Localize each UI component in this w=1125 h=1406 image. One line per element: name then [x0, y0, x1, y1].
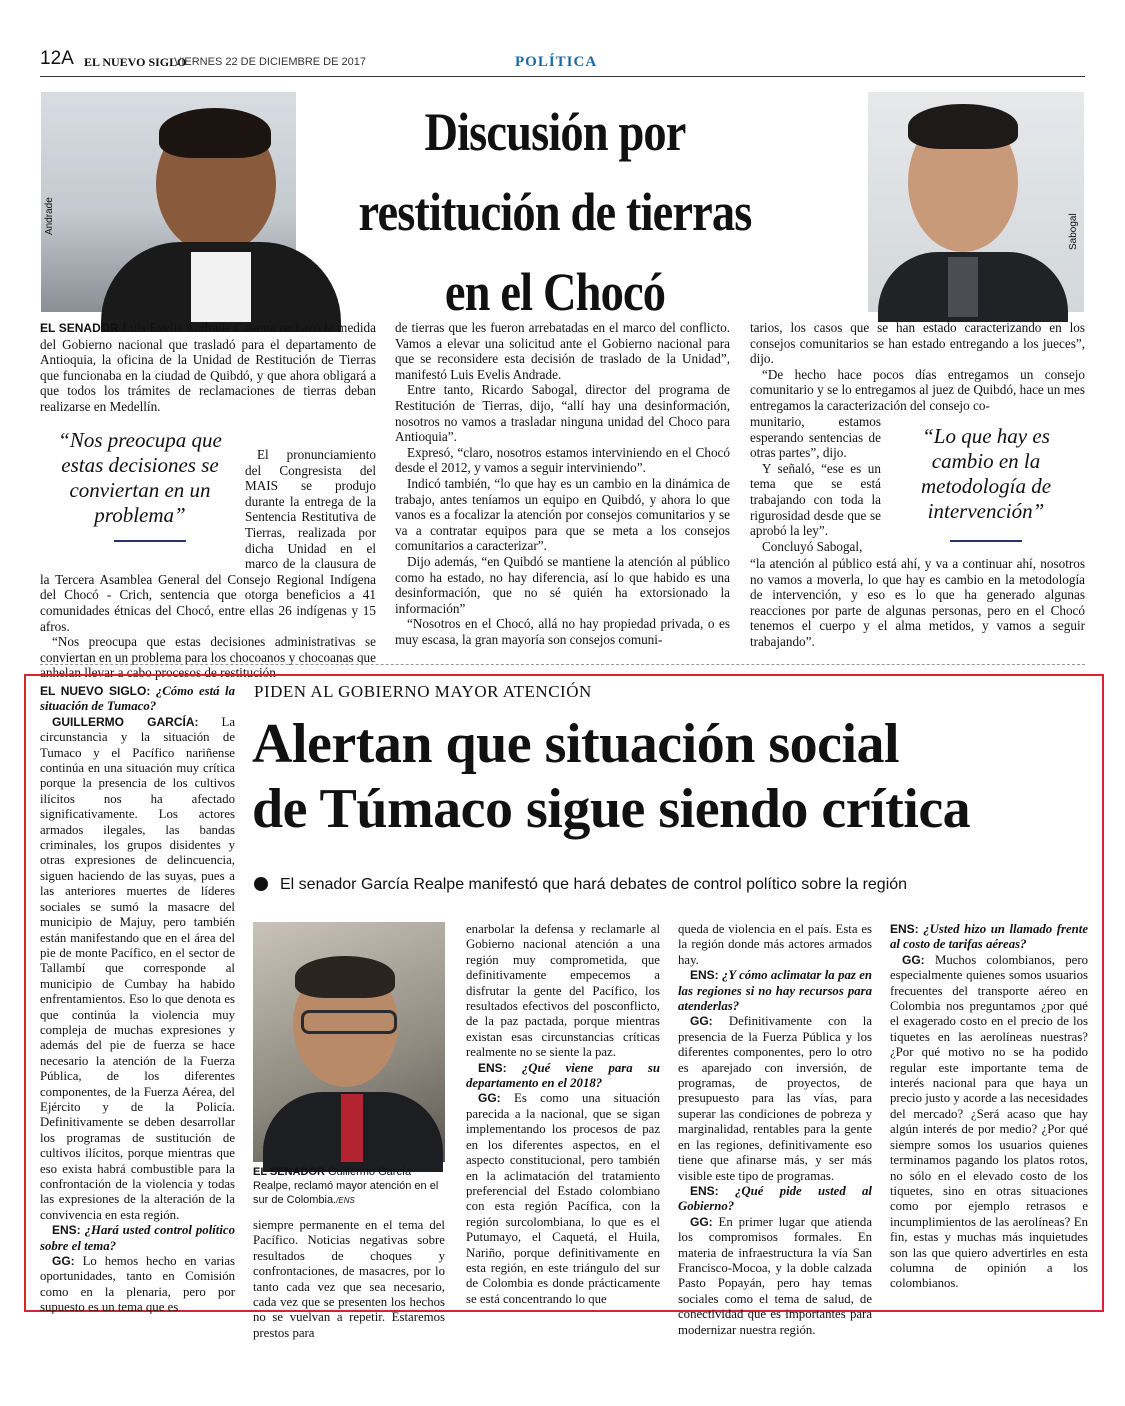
top-col2-p2: Entre tanto, Ricardo Sabogal, director del programa de Restitución de Tierras, dijo, “allí hay una desinformación, nosotros no vamos a trasladar ninguna unidad del Choco para Antioquia”.	[395, 382, 730, 445]
col5-a-caps: GG:	[902, 952, 925, 967]
col3-q-caps: ENS:	[478, 1060, 507, 1075]
top-col3-p4: Y señaló, “ese es un tema que se está trabajando con toda la rigurosidad desde que se aprobó la ley”.	[750, 460, 881, 539]
col4-q2: ¿Qué pide usted al Gobierno?	[678, 1183, 872, 1214]
photo-sabogal	[868, 92, 1084, 312]
col4-q1-caps: ENS:	[690, 968, 719, 983]
top-col3-p3: munitario, estamos esperando sentencias de otras partes”, dijo.	[750, 414, 881, 461]
top-col2-p3: Expresó, “claro, nosotros estamos interviniendo en el Chocó desde el 2012, y vamos a seguir interviniendo”.	[395, 444, 730, 476]
pull-quote-left: “Nos preocupa que estas decisiones se conviertan en un problema”	[58, 428, 222, 527]
kicker: PIDEN AL GOBIERNO MAYOR ATENCIÓN	[254, 682, 592, 701]
top-col1-p2-text: El pronunciamiento del Congresista del MAIS se produjo durante la entrega de la Sentencia Restitutiva de Tierras, realizada por dicha Unidad en el marco de la clausura de la Tercera Asamblea General del Consejo Regional Indígena del Chocó - Crich, sentencia que otorga beneficios a 41 comunidades étnicas del Chocó, entre ellas 26 indígenas y 15 afros.	[40, 447, 376, 634]
page-number: 12A	[40, 48, 74, 69]
col5-q: ¿Usted hizo un llamado frente al costo de tarifas aéreas?	[890, 922, 1088, 952]
bottom-column-1	[40, 684, 235, 1316]
pull-quote-left-rule	[114, 540, 186, 542]
masthead	[40, 46, 1085, 77]
section-label: POLÍTICA	[515, 54, 598, 70]
headline-line-1: Alertan que situación social	[252, 713, 900, 775]
top-col3-p5: Concluyó Sabogal,	[762, 538, 863, 554]
photo-caption-sabogal: Sabogal	[1068, 213, 1079, 250]
photo-caption-andrade: Andrade	[44, 197, 55, 235]
col5-q-caps: ENS:	[890, 922, 919, 936]
pull-quote-right: “Lo que hay es cambio en la metodología de intervención”	[920, 424, 1052, 523]
col5-a: Muchos colombianos, pero especialmente quienes somos usuarios frecuentes del transporte aéreo en Colombia nos preguntamos ¿por qué el exagerado costo en el precio de los tiquetes en las aerolíneas nuestras? ¿Por qué motivo no se ha podido regular este importante tema de interés nacional para que haya un precio justo y acorde a las necesidades del mercado? ¿Será acaso que hay algún interés de por medio? ¿Por qué siempre somos los usuarios quienes terminamos pagando los platos rotos, no sólo en el elevado costo de los tiquetes, sino en otras situaciones como por ejemplo retrasos e incumplimientos de las aerolíneas? En fin, estas y muchas más inquietudes son las que quiero advertirles en esta columna de opinión a los colombianos.	[890, 952, 1089, 1291]
lead-caps: EL SENADOR	[40, 321, 119, 335]
q2-caps: ENS:	[52, 1223, 81, 1238]
top-col3-p2: “De hecho hace pocos días entregamos un consejo comunitario y se lo entregamos al juez de Quibdó, hace un mes entregamos la caracterización del consejo co-	[750, 366, 1085, 413]
photo-caption-text: Guillermo García Realpe, reclamó mayor atención en el sur de Colombia.	[253, 1166, 439, 1206]
col4-p1: queda de violencia en el país. Esta es la región donde más actores armados hay.	[678, 922, 872, 967]
col4-a2-caps: GG:	[690, 1214, 713, 1229]
top-column-1	[40, 320, 376, 415]
top-headline: Discusión por restitución de tierras en el Chocó	[358, 102, 752, 322]
bottom-column-3	[466, 922, 660, 1307]
photo-andrade	[41, 92, 296, 312]
col4-q1: ¿Y cómo aclimatar la paz en las regiones si no hay recursos para atenderlas?	[678, 968, 872, 1014]
a2-caps: GG:	[52, 1254, 75, 1269]
a1-caps: GUILLERMO GARCÍA:	[52, 714, 199, 729]
photo-caption-caps: EL SENADOR	[253, 1166, 325, 1178]
subhead-text: El senador García Realpe manifestó que hará debates de control político sobre la región	[280, 876, 908, 893]
top-col2-p5: Dijo además, “en Quibdó se mantiene la atención al público como ha estado, no hay diferencia, así lo que habido es una desinformación, que no sé quién ha extorsionado la información”	[395, 553, 730, 616]
col4-a1-caps: GG:	[690, 1014, 713, 1029]
a1: La circunstancia y la situación de Tumaco y el Pacífico nariñense continúa en una situación muy crítica porque la presencia de los cultivos ilícitos nos ha afectado significativamente. Los actores armados ilegales, las bandas criminales, los grupos disidentes y otras expresiones de delincuencia, siguen haciendo de las suyas, pues a las anteriores muertes de líderes sociales se sumó la masacre del municipio de Majuy, pero también están manifestando que en el área del pie de monte Pacífico, en el sector de Tallambí que corresponde al municipio de Cumbay ha habido enfrentamientos. Eso lo que denota es que continúa la violencia muy compleja de muchas expresiones y además del pie de fuerza se hace necesario la atención de la Fuerza Pública, de los diferentes componentes, de la Fuerza Aérea, del Ejército y de la Policía. Definitivamente se deben desarrollar los programas de sustitución de cultivos ilícitos, porque mientras que eso exista habrá combustible para la confrontación de la violencia y todas las expresiones de la alteración de la convivencia en esta región.	[40, 714, 236, 1222]
bullet-icon	[254, 877, 268, 891]
bottom-headline	[252, 712, 1082, 842]
top-col2-p6: “Nosotros en el Chocó, allá no hay propiedad privada, o es muy escasa, la gran mayoría son consejos comuni-	[395, 616, 730, 647]
q1-caps: EL NUEVO SIGLO:	[40, 684, 151, 698]
col3-q: ¿Qué viene para su departamento en el 2018?	[466, 1060, 660, 1091]
subhead	[254, 876, 907, 894]
col2-bottom-text: siempre permanente en el tema del Pacífico. Noticias negativas sobre resultados de choques y confrontaciones, de masacres, por lo tanto cada vez que sea necesario, cada vez que se presenten los hechos no se vuelvan a repetir. Estaremos prestos para	[253, 1218, 445, 1340]
top-col2-p1: de tierras que les fueron arrebatadas en el marco del conflicto. Vamos a elevar una solicitud ante el Gobierno nacional para que se reconsidere esta decisión de traslado de la Unidad”, manifestó Luis Evelis Andrade.	[395, 320, 730, 382]
section-divider	[40, 664, 1085, 665]
top-column-2	[395, 320, 730, 647]
top-column-3	[750, 320, 1085, 414]
headline-line-2: de Túmaco sigue siendo crítica	[252, 778, 971, 840]
col4-q2-caps: ENS:	[690, 1183, 719, 1198]
bottom-column-2	[253, 1218, 445, 1341]
pull-quote-right-rule	[950, 540, 1022, 542]
top-column-3-bottom	[750, 556, 1085, 650]
bottom-column-5	[890, 922, 1088, 1292]
top-col3-p6: “la atención al público está ahí, y va a continuar ahí, nosotros no vamos a moverla, lo que hay es cambio en la metodología de intervención, y eso es lo que ha generado algunas reacciones por parte de algunas personas, pero en el Chocó tenemos el cuerpo y el alma metidos, y vamos a seguir trabajando”.	[750, 556, 1085, 649]
newspaper-name: EL NUEVO SIGLO	[84, 55, 187, 69]
q2: ¿Hará usted control político sobre el tema?	[40, 1223, 235, 1253]
top-col3-p1: tarios, los casos que se han estado caracterizando en los consejos comunitarios se han estado entregando a los jueces”, dijo.	[750, 320, 1085, 367]
issue-date: VIERNES 22 DE DICIEMBRE DE 2017	[174, 56, 366, 68]
photo-caption-garcia	[253, 1165, 445, 1208]
top-col1-p1: Luis Evelis Andrade Casamá rechazó la medida del Gobierno nacional que trasladó para el departamento de Antioquia, la oficina de la Unidad de Restitución de Tierras que funcionaba en la ciudad de Quibdó, y que ahora obligará a que todos los trámites de reclamaciones de tierras deban realizarse en Medellín.	[40, 320, 376, 414]
col3-a: Es como una situación parecida a la nacional, que se sigan implementando los procesos de paz en los diferentes aspectos, en el aspecto constitucional, pero también en la aclimatación del tratamiento preferencial del Estado colombiano con esta región Pacífica, con la región surcolombiana, lo que es el Putumayo, el Caquetá, el Huila, Nariño, porque definitivamente en esta región, en este triángulo del sur de Colombia es donde prácticamente se está concentrando lo que	[466, 1091, 660, 1306]
top-column-3-narrow	[750, 414, 881, 554]
photo-garcia	[253, 922, 445, 1162]
col4-a2: En primer lugar que atienda los compromisos formales. En materia de infraestructura la vía San Francisco-Mocoa, y la doble calzada Pasto Popayán, pero hay temas sociales como el tema de salud, de conectividad que es importantes para modernizar nuestra región.	[678, 1214, 872, 1337]
col3-a-caps: GG:	[478, 1091, 501, 1106]
a2: Lo hemos hecho en varias oportunidades, tanto en Comisión como en la plenaria, pero por supuesto es un tema que es	[40, 1254, 235, 1315]
top-col1-p3: “Nos preocupa que estas decisiones administrativas se conviertan en un problema para los chocoanos y chocoanas que anhelan llevar a cabo procesos de restitución	[40, 634, 376, 681]
photo-credit: /ENS	[336, 1196, 355, 1205]
q1: ¿Cómo está la situación de Tumaco?	[40, 684, 236, 714]
col3-p1: enarbolar la defensa y reclamarle al Gobierno nacional atención a una región muy comprometida, que definitivamente empecemos a disfrutar la gente del Pacífico, los resultados efectivos del posconflicto, de la paz pactada, porque mientras existan esas circunstancias críticas realmente no se siente la paz.	[466, 922, 660, 1060]
top-col2-p4: Indicó también, “lo que hay es un cambio en la dinámica de trabajo, antes teníamos un equipo en Quibdó, y ahora lo que vanos es a focalizar la atención por consejos comunitarios y se va a contratar equipos para que se meta a los consejos comunitarios a caracterizar”.	[395, 475, 730, 554]
bottom-column-4	[678, 922, 872, 1338]
col4-a1: Definitivamente con la presencia de la Fuerza Pública y los diferentes componentes, pero lo otro es aparejado con inversión, de programas, de proyectos, de presupuesto para las vías, para superar las condiciones de pobreza y marginalidad, rentables para la gente en las regiones, definitivamente eso tiene que afinarse más, y ser más visible este tipo de programas.	[678, 1014, 872, 1183]
